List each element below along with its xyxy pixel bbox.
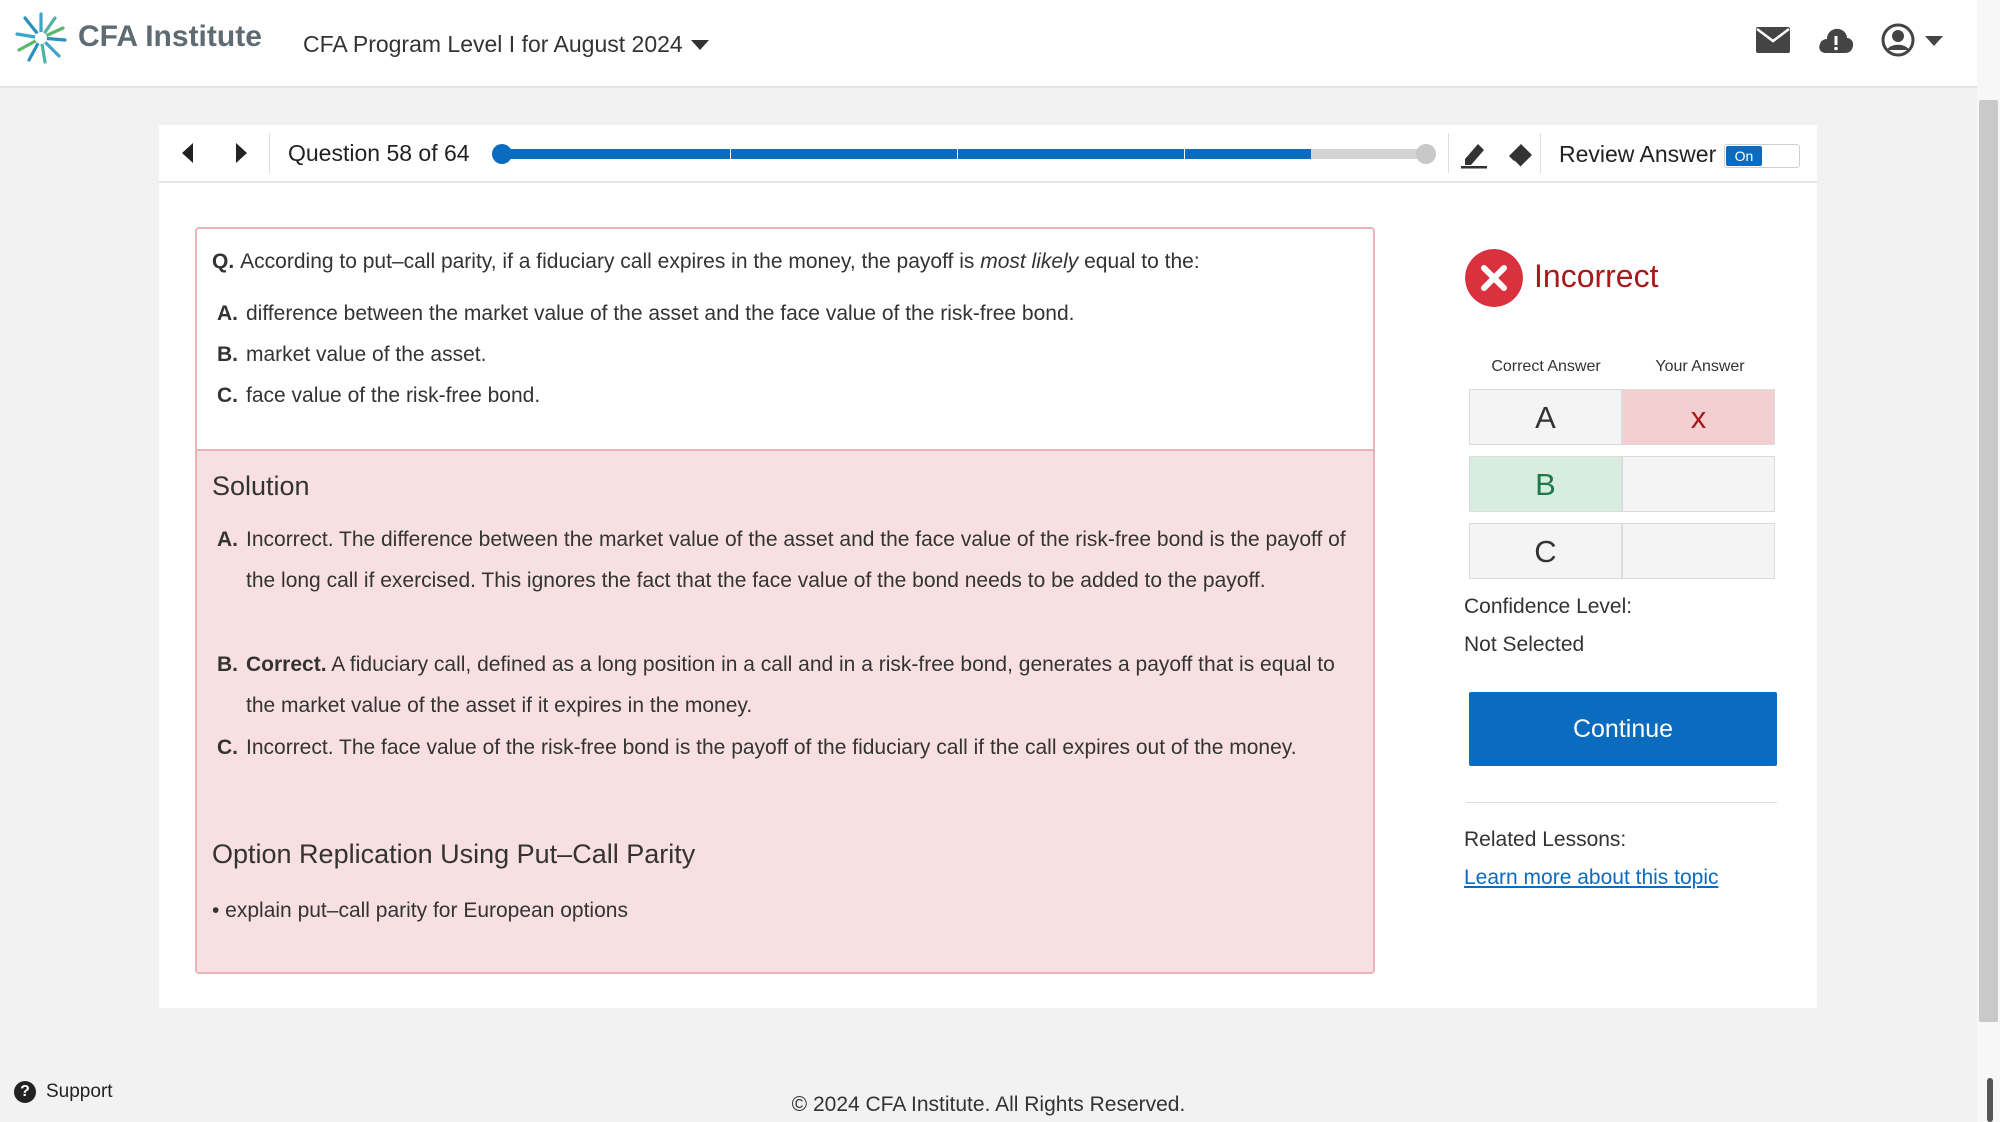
review-answer-toggle[interactable] (1724, 144, 1800, 168)
answer-cell-yours-c (1622, 523, 1775, 579)
cfa-logo-icon (15, 12, 67, 64)
chevron-down-icon (691, 40, 709, 50)
solution-letter: C. (217, 736, 238, 759)
account-icon[interactable] (1880, 22, 1916, 58)
answer-cell-correct-b: B (1469, 456, 1622, 512)
learning-outcome: • explain put–call parity for European options (212, 899, 628, 922)
solution-letter: B. (217, 653, 238, 676)
question-counter: Question 58 of 64 (288, 140, 470, 166)
solution-title: Solution (212, 471, 310, 501)
answer-options (212, 299, 1373, 411)
solution-text: The face value of the risk-free bond is the payoff of the fiduciary call if the call expires out of the money. (333, 736, 1297, 759)
option-text: market value of the asset. (246, 343, 487, 366)
confidence-value: Not Selected (1464, 633, 1585, 656)
option-letter: C. (217, 384, 238, 407)
answer-option-a[interactable] (212, 299, 1373, 329)
incorrect-icon (1465, 249, 1523, 307)
confidence-label: Confidence Level: (1464, 595, 1633, 618)
related-lessons-label: Related Lessons: (1464, 828, 1627, 851)
support-label: Support (46, 1081, 113, 1102)
question-card (195, 227, 1375, 974)
progress-bar[interactable] (496, 145, 1432, 161)
solution-text: A fiduciary call, defined as a long position in a call and in a risk-free bond, generates a payoff that is equal to the market value of the asset if it expires in the money. (246, 653, 1335, 717)
continue-button[interactable]: Continue (1469, 692, 1777, 766)
toolbar-divider (1448, 133, 1449, 173)
prev-arrow-icon[interactable] (182, 143, 193, 163)
option-text: difference between the market value of the asset and the face value of the risk-free bond. (246, 302, 1075, 325)
solution-text: The difference between the market value of the asset and the face value of the risk-free bond is the payoff of the long call if exercised. This ignores the fact that the face value of the bond needs to be added to the payoff. (246, 528, 1346, 592)
solution-section (197, 449, 1373, 974)
topic-title: Option Replication Using Put–Call Parity (212, 839, 696, 869)
toggle-on-label: On (1726, 146, 1762, 166)
program-selector[interactable] (303, 31, 709, 58)
answer-cell-yours-b (1622, 456, 1775, 512)
progress-start-knob (492, 144, 512, 164)
highlighter-icon[interactable] (1459, 139, 1489, 169)
answer-option-b[interactable] (212, 340, 1373, 370)
answer-cell-correct-c: C (1469, 523, 1622, 579)
answer-cell-yours-a: x (1622, 389, 1775, 445)
solution-item-c (217, 727, 1352, 768)
toolbar-divider (269, 133, 270, 173)
solution-verdict: Incorrect. (246, 528, 334, 551)
cloud-download-icon[interactable] (1818, 25, 1854, 55)
question-section (197, 229, 1373, 443)
solution-letter: A. (217, 528, 238, 551)
progress-tick (730, 143, 731, 165)
answer-option-c[interactable] (212, 381, 1373, 411)
chevron-down-icon[interactable] (1925, 36, 1943, 46)
correct-answer-header: Correct Answer (1491, 358, 1601, 375)
section-divider (1466, 802, 1777, 803)
question-toolbar (159, 125, 1817, 183)
review-answer-label: Review Answer (1559, 141, 1717, 167)
question-prefix: Q. (212, 250, 235, 273)
result-status: Incorrect (1534, 258, 1659, 294)
answer-cell-correct-a: A (1469, 389, 1622, 445)
progress-end-knob (1416, 144, 1436, 164)
question-text-start: According to put–call parity, if a fiduciary call expires in the money, the payoff is (240, 250, 981, 273)
next-arrow-icon[interactable] (236, 143, 247, 163)
question-text-end: equal to the: (1078, 250, 1200, 273)
brand-name: CFA Institute (78, 20, 262, 53)
learn-more-link[interactable]: Learn more about this topic (1464, 866, 1719, 889)
question-stem (212, 247, 1373, 277)
progress-tick (1184, 143, 1185, 165)
solution-item-b (217, 644, 1352, 726)
help-icon: ? (14, 1081, 36, 1103)
solution-verdict: Incorrect. (246, 736, 334, 759)
option-letter: A. (217, 302, 238, 325)
copyright: © 2024 CFA Institute. All Rights Reserved. (791, 1093, 1186, 1116)
question-text-emphasis: most likely (980, 250, 1079, 273)
solution-verdict: Correct. (246, 653, 327, 676)
scrollbar-indicator (1987, 1078, 1993, 1122)
option-text: face value of the risk-free bond. (246, 384, 541, 407)
program-label: CFA Program Level I for August 2024 (303, 31, 683, 57)
progress-tick (957, 143, 958, 165)
top-header (0, 0, 1977, 88)
eraser-icon[interactable] (1506, 139, 1536, 169)
your-answer-header: Your Answer (1655, 358, 1745, 375)
option-letter: B. (217, 343, 238, 366)
mail-icon[interactable] (1756, 27, 1790, 53)
progress-fill (496, 149, 1311, 159)
solution-item-a (217, 519, 1352, 601)
toolbar-divider (1540, 133, 1541, 173)
scrollbar-thumb[interactable] (1979, 100, 1998, 1022)
